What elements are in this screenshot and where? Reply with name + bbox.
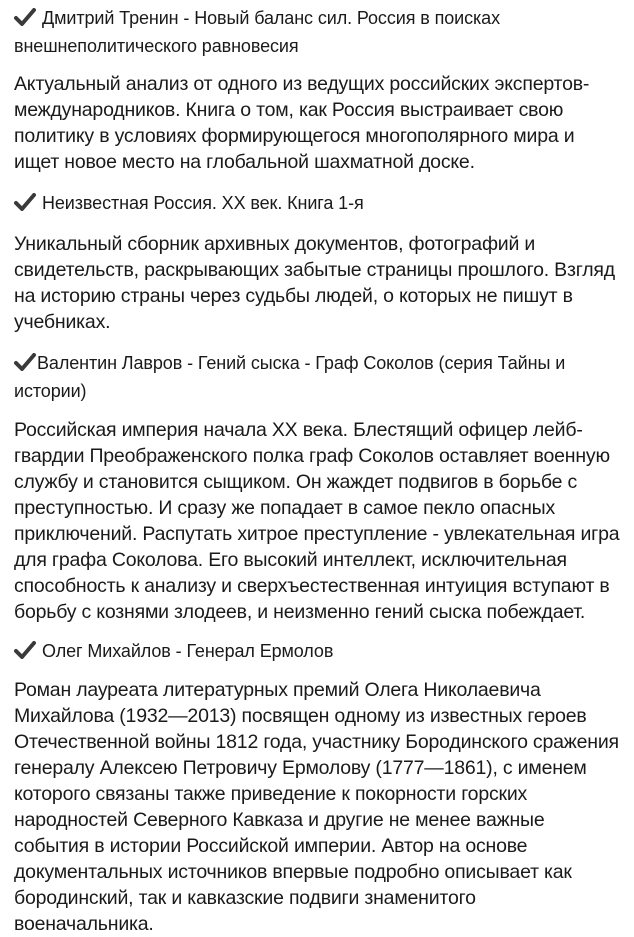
checkmark-icon (14, 8, 36, 26)
book-entry (14, 349, 620, 625)
book-description: Российская империя начала XX века. Блестящий офицер лейб-гвардии Преображенского полка граф Соколов оставляет военную службу и становится сыщиком. Он жаждет подвигов в борьбе с преступностью. И сразу же попадает в самое пекло опасных приключений. Распутать хитрое преступление - увлекательная игра для графа Соколова. Его высокий интеллект, исключительная способность к анализу и сверхъестественная интуиция вступают в борьбу с кознями злодеев, и неизменно гений сыска побеждает. (14, 419, 620, 623)
book-title (14, 4, 620, 60)
book-title (14, 189, 620, 217)
book-title-text: Неизвестная Россия. XX век. Книга 1-я (42, 193, 364, 213)
book-entry (14, 4, 620, 175)
book-title-text: Олег Михайлов - Генерал Ермолов (42, 641, 334, 661)
checkmark-icon (14, 641, 36, 659)
book-title-text: Дмитрий Тренин - Новый баланс сил. Россия в поисках внешнеполитического равновесия (14, 8, 500, 56)
checkmark-icon (14, 193, 36, 211)
book-description: Роман лауреата литературных премий Олега Николаевича Михайлова (1932—2013) посвящен одному из известных героев Отечественной войны 1812 года, участнику Бородинского сражения генералу Алексею Петровичу Ермолову (1777—1861), с именем которого связаны также приведение к покорности горских народностей Северного Кавказа и другие не менее важные события в истории Российской империи. Автор на основе документальных источников впервые подробно описывает как бородинский, так и кавказские подвиги знаменитого военачальника. (14, 679, 619, 935)
book-entry (14, 637, 620, 937)
book-description: Уникальный сборник архивных документов, фотографий и свидетельств, раскрывающих забытые страницы прошлого. Взгляд на историю страны через судьбы людей, о которых не пишут в учебниках. (14, 233, 615, 333)
checkmark-icon (14, 353, 36, 371)
book-description: Актуальный анализ от одного из ведущих российских экспертов-международников. Книга о том, как Россия выстраивает свою политику в условиях формирующегося многополярного мира и ищет новое место на глобальной шахматной доске. (14, 73, 590, 173)
book-title (14, 349, 620, 405)
book-title-text: Валентин Лавров - Гений сыска - Граф Соколов (серия Тайны и истории) (14, 353, 566, 401)
book-title (14, 637, 620, 665)
book-entry (14, 189, 620, 335)
